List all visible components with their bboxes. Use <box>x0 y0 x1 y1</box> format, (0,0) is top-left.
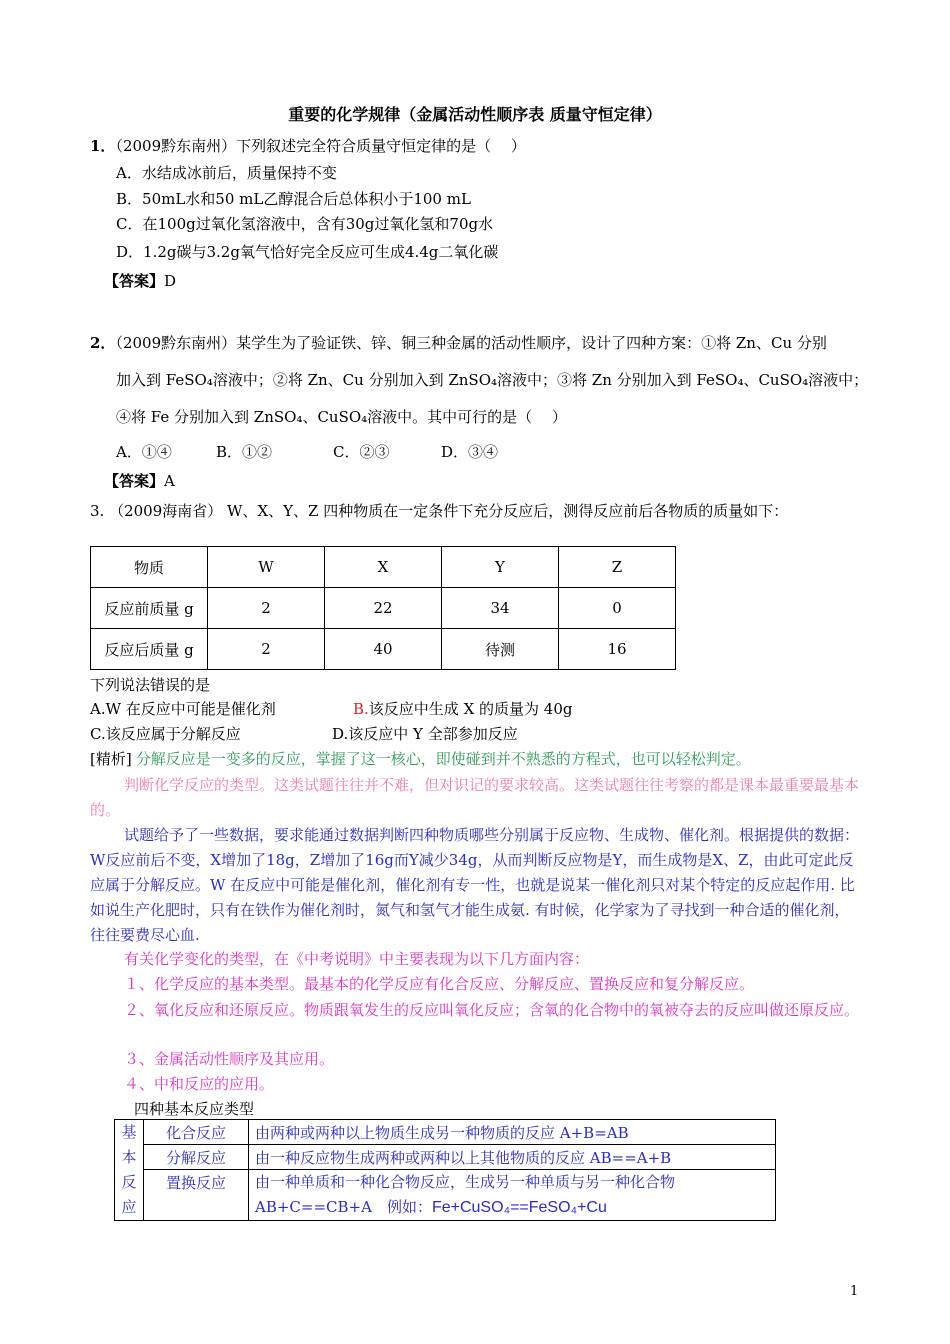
type-name: 化合反应 <box>144 1120 249 1145</box>
table-cell: 16 <box>559 629 676 670</box>
analysis-note-5: ４、中和反应的应用。 <box>124 1075 275 1093</box>
question-2-line-2: 加入到 FeSO₄溶液中；②将 Zn、Cu 分别加入到 ZnSO₄溶液中；③将 Zn 分别加入到 FeSO₄、CuSO₄溶液中； <box>116 371 869 389</box>
table-cell: 2 <box>208 629 325 670</box>
question-1-number: 1． <box>90 137 116 155</box>
question-2-line-1: 2．（2009黔东南州）某学生为了验证铁、锌、铜三种金属的活动性顺序，设计了四种方案：①将 Zn、Cu 分别 <box>90 334 827 352</box>
table-cell: 物质 <box>91 547 208 588</box>
types-side-label: 基 本 反 应 <box>115 1120 144 1221</box>
table-row <box>115 1120 776 1145</box>
analysis-pink: 判断化学反应的类型。这类试题往往并不难，但对识记的要求较高。这类试题往往考察的都是课本最重要最基本的。 <box>90 776 860 819</box>
question-2-number: 2． <box>90 334 116 352</box>
table-cell: 40 <box>325 629 442 670</box>
type-name: 置换反应 <box>144 1170 249 1221</box>
analysis-blue: 试题给予了一些数据，要求能通过数据判断四种物质哪些分别属于反应物、生成物、催化剂。根据提供的数据：W反应前后不变，X增加了18g，Z增加了16g而Y减少34g，从而判断反应物是Y，而生成物是X、Z，由此可定此反应属于分解反应。W 在反应中可能是催化剂，催化剂有专一性，也就是说某一催化剂只对某个特定的反应起作用. 比如说生产化肥时，只有在铁作为催化剂时，氮气和氢气才能生成氨. 有时候，化学家为了寻找到一种合适的催化剂，往往要费尽心血. <box>90 826 860 944</box>
analysis-note-2: １、化学反应的基本类型。最基本的化学反应有化合反应、分解反应、置换反应和复分解反应。 <box>124 975 755 993</box>
type-desc: 由一种单质和一种化合物反应，生成另一种单质与另一种化合物 AB+C==CB+A 例如：Fe+CuSO₄==FeSO₄+Cu <box>249 1170 776 1221</box>
analysis-intro: [精析] 分解反应是一变多的反应，掌握了这一核心，即使碰到并不熟悉的方程式，也可以轻松判定。 <box>90 750 751 768</box>
analysis-note-4: ３、金属活动性顺序及其应用。 <box>124 1050 335 1068</box>
table-cell: 反应后质量 g <box>91 629 208 670</box>
question-2-option-d: D．③④ <box>441 443 499 461</box>
type-name: 分解反应 <box>144 1145 249 1170</box>
types-table-caption: 四种基本反应类型 <box>134 1100 255 1118</box>
question-1-option-b: B．50mL水和50 mL乙醇混合后总体积小于100 mL <box>116 190 471 208</box>
question-3-option-a: A.W 在反应中可能是催化剂 <box>90 700 276 718</box>
question-3-stem: 3. （2009海南省） W、X、Y、Z 四种物质在一定条件下充分反应后，测得反应前后各物质的质量如下： <box>90 502 789 520</box>
table-cell: 2 <box>208 588 325 629</box>
table-cell: X <box>325 547 442 588</box>
table-cell: 0 <box>559 588 676 629</box>
page-number: 1 <box>850 1284 859 1299</box>
table-row <box>91 629 676 670</box>
table-header-row <box>91 547 676 588</box>
type-desc: 由一种反应物生成两种或两种以上其他物质的反应 AB==A+B <box>249 1145 776 1170</box>
question-3-option-c: C.该反应属于分解反应 <box>90 725 241 743</box>
type-desc: 由两种或两种以上物质生成另一种物质的反应 A+B=AB <box>249 1120 776 1145</box>
table-cell: 34 <box>442 588 559 629</box>
analysis-note-3: ２、氧化反应和还原反应。物质跟氧发生的反应叫氧化反应；含氧的化合物中的氧被夺去的反应叫做还原反应。 <box>124 1001 860 1019</box>
question-1-stem: 1．（2009黔东南州）下列叙述完全符合质量守恒定律的是（ ） <box>90 137 526 155</box>
page-title: 重要的化学规律（金属活动性顺序表 质量守恒定律） <box>288 105 662 124</box>
question-3-option-d: D.该反应中 Y 全部参加反应 <box>332 725 518 743</box>
analysis-note-1: 有关化学变化的类型，在《中考说明》中主要表现为以下几方面内容： <box>124 950 590 968</box>
mass-table <box>90 546 676 670</box>
question-2-option-b: B．①② <box>216 443 273 461</box>
reaction-types-table <box>114 1119 776 1221</box>
table-cell: Z <box>559 547 676 588</box>
question-1-option-c: C．在100g过氧化氢溶液中，含有30g过氧化氢和70g水 <box>116 215 494 233</box>
question-2-option-a: A．①④ <box>116 443 172 461</box>
table-cell: 22 <box>325 588 442 629</box>
table-cell: 待测 <box>442 629 559 670</box>
question-1-answer: 【答案】D <box>104 272 177 290</box>
table-cell: 反应前质量 g <box>91 588 208 629</box>
table-row <box>91 588 676 629</box>
question-2-answer: 【答案】A <box>104 472 175 490</box>
question-1-option-d: D．1.2g碳与3.2g氧气恰好完全反应可生成4.4g二氧化碳 <box>116 243 499 261</box>
question-1-option-a: A．水结成冰前后，质量保持不变 <box>116 164 337 182</box>
question-2-option-c: C．②③ <box>333 443 390 461</box>
question-2-line-3: ④将 Fe 分别加入到 ZnSO₄、CuSO₄溶液中。其中可行的是（ ） <box>116 408 567 426</box>
table-cell: W <box>208 547 325 588</box>
table-row <box>115 1145 776 1170</box>
table-row <box>115 1170 776 1221</box>
question-3-option-b: B.该反应中生成 X 的质量为 40g <box>353 700 573 718</box>
table-cell: Y <box>442 547 559 588</box>
question-3-prompt: 下列说法错误的是 <box>90 676 211 694</box>
